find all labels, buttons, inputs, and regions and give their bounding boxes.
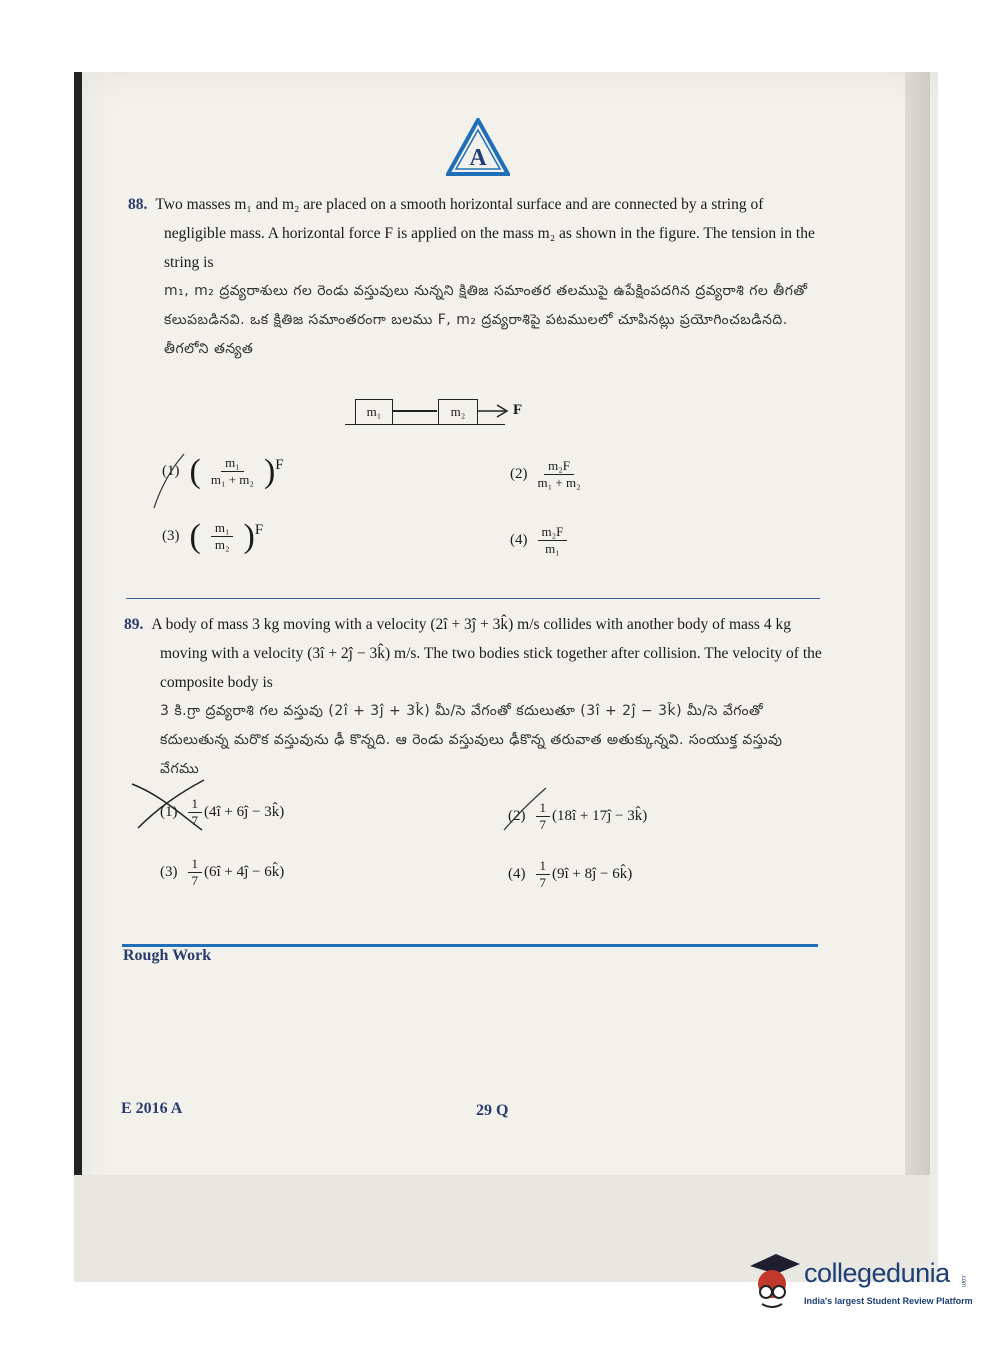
option-fraction bbox=[211, 455, 254, 488]
question-number: 88. bbox=[128, 196, 148, 213]
option-fraction bbox=[538, 524, 568, 557]
denominator: 7 bbox=[539, 875, 546, 890]
option-label: (4) bbox=[508, 866, 526, 882]
denominator: m₂ bbox=[214, 537, 230, 552]
denominator: 7 bbox=[539, 817, 546, 832]
option-label: (2) bbox=[510, 466, 528, 482]
rough-work-divider bbox=[122, 944, 818, 947]
q89-option-4[interactable] bbox=[508, 858, 632, 891]
block-m2: m₂ bbox=[438, 399, 478, 425]
question-text-english: A body of mass 3 kg moving with a velocity (2î + 3ĵ + 3k̂) m/s collides with another body of mass 4 kg moving with a velocity (3î + 2ĵ − 3k̂) m/s. The two bodies stick together after collision. The velocity of the composite body is bbox=[151, 616, 822, 691]
question-divider bbox=[126, 598, 820, 599]
string bbox=[393, 410, 437, 412]
q88-figure bbox=[345, 397, 535, 427]
numerator: 1 bbox=[188, 796, 203, 813]
numerator: 1 bbox=[536, 800, 551, 817]
q89-option-3[interactable] bbox=[160, 856, 284, 889]
q88-option-3[interactable] bbox=[162, 517, 264, 555]
booklet-footer-code: E 2016 A bbox=[121, 1100, 183, 1117]
page-number: 29 Q bbox=[476, 1102, 509, 1119]
question-number: 89. bbox=[124, 616, 144, 633]
q88-option-2[interactable] bbox=[510, 458, 581, 491]
denominator: m₁ + m₂ bbox=[210, 472, 254, 487]
block-m1: m₁ bbox=[355, 399, 393, 425]
brand-tagline: India's largest Student Review Platform bbox=[804, 1296, 973, 1306]
option-fraction bbox=[188, 856, 203, 889]
denominator: m₁ + m₂ bbox=[537, 475, 581, 490]
option-fraction bbox=[538, 458, 581, 491]
handwritten-tick-mark-icon bbox=[500, 784, 550, 834]
option-suffix: F bbox=[275, 457, 284, 473]
numerator: m₂F bbox=[544, 458, 574, 475]
option-label: (3) bbox=[160, 864, 178, 880]
brand-suffix: .com bbox=[960, 1274, 966, 1288]
booklet-code: A bbox=[469, 145, 487, 171]
paren-open: ( bbox=[189, 517, 201, 555]
denominator: 7 bbox=[191, 813, 198, 828]
q88-option-4[interactable] bbox=[510, 524, 567, 557]
denominator: m₁ bbox=[545, 541, 560, 556]
option-label: (4) bbox=[510, 532, 528, 548]
handwritten-tick-mark-icon bbox=[150, 450, 190, 512]
brand-name: collegedunia bbox=[804, 1258, 950, 1288]
numerator: m₂F bbox=[538, 524, 568, 541]
question-text-telugu: 3 కి.గ్రా ద్రవ్యరాశి గల వస్తువు (2î + 3ĵ + 3k̂) మీ/సె వేగంతో కదులుతూ (3î + 2ĵ − 3k̂) మీ/సె వేగంతో కదులుతున్న మరొక వస్తువును ఢీ కొన్నది. ఆ రెండు వస్తువులు ఢీకొన్న తరువాత అతుక్కున్నవి. సంయుక్త వస్తువు వేగము bbox=[160, 703, 783, 777]
option-fraction bbox=[211, 520, 234, 553]
option-label: (3) bbox=[162, 528, 180, 544]
numerator: m₁ bbox=[221, 455, 244, 472]
paren-close: ) bbox=[243, 517, 255, 555]
student-mascot-icon bbox=[746, 1252, 802, 1312]
denominator: 7 bbox=[191, 873, 198, 888]
booklet-code-triangle-icon bbox=[446, 118, 510, 176]
option-vector: (6î + 4ĵ − 6k̂) bbox=[204, 864, 285, 880]
option-label: (1) bbox=[160, 804, 178, 820]
numerator: 1 bbox=[188, 856, 203, 873]
question-89 bbox=[124, 610, 824, 784]
option-label: (1) bbox=[162, 463, 180, 479]
option-vector: (18î + 17ĵ − 3k̂) bbox=[552, 808, 648, 824]
page-edge bbox=[905, 72, 930, 1282]
question-text-telugu: m₁, m₂ ద్రవ్యరాశులు గల రెండు వస్తువులు నున్నని క్షితిజ సమాంతర తలముపై ఉపేక్షింపదగిన ద్రవ్యరాశి గల తీగతో కలుపబడినవి. ఒక క్షితిజ సమాంతరంగా బలము F, m₂ ద్రవ్యరాశిపై పటములలో చూపినట్లు ప్రయోగించబడినది. తీగలోని తన్యత bbox=[164, 283, 808, 357]
rough-work-label: Rough Work bbox=[123, 947, 212, 964]
collegedunia-watermark bbox=[746, 1252, 976, 1316]
option-fraction bbox=[536, 858, 551, 891]
option-vector: (4î + 6ĵ − 3k̂) bbox=[204, 804, 285, 820]
force-label: F bbox=[513, 402, 523, 418]
force-arrow-icon bbox=[477, 403, 511, 419]
paren-open: ( bbox=[189, 452, 201, 490]
handwritten-cross-mark-icon bbox=[128, 774, 208, 834]
numerator: 1 bbox=[536, 858, 551, 875]
paren-close: ) bbox=[263, 452, 276, 490]
option-label: (2) bbox=[508, 808, 526, 824]
question-text-english: Two masses m₁ and m₂ are placed on a smooth horizontal surface and are connected by a string of negligible mass. A horizontal force F is applied on the mass m₂ as shown in the figure. The tension in the string is bbox=[155, 196, 815, 271]
numerator: m₁ bbox=[211, 520, 234, 537]
option-suffix: F bbox=[254, 522, 264, 538]
option-vector: (9î + 8ĵ − 6k̂) bbox=[552, 866, 633, 882]
question-88 bbox=[128, 190, 828, 364]
